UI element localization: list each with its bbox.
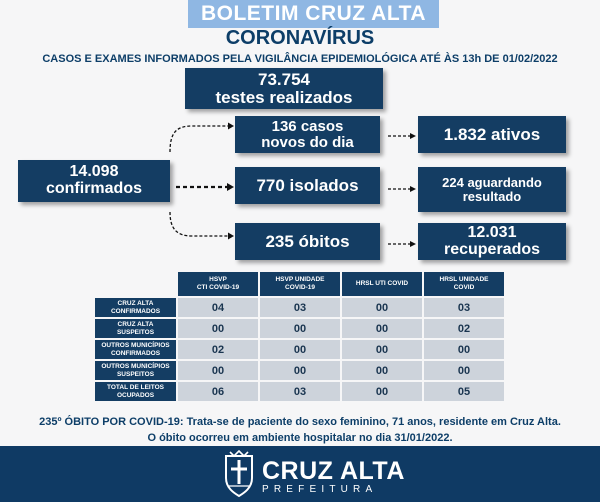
connector-to-novos (170, 126, 229, 152)
row-header-line: CRUZ ALTA (117, 300, 154, 308)
table-row (95, 361, 504, 380)
table-cell: 04 (178, 298, 258, 317)
active-text: 1.832 ativos (443, 124, 541, 144)
recovered-value: 12.031 (467, 223, 517, 241)
column-header (424, 272, 504, 296)
table-cell: 00 (260, 340, 340, 359)
table-cell: 00 (342, 319, 422, 338)
active-box (418, 116, 566, 153)
table-cell: 00 (424, 361, 504, 380)
page-subtitle: CASOS E EXAMES INFORMADOS PELA VIGILÂNCIA EPIDEMIOLÓGICA ATÉ ÀS 13h DE 01/02/2022 (42, 53, 558, 65)
awaiting-box (418, 167, 566, 212)
column-header (260, 272, 340, 296)
bulletin-banner: BOLETIM CRUZ ALTA (188, 0, 439, 28)
row-header-line: CONFIRMADOS (110, 349, 161, 357)
table-cell: 00 (342, 382, 422, 401)
isolated-box (235, 167, 380, 204)
new-cases-line2: novos do dia (261, 133, 354, 151)
column-header-line2: CTI COVID-19 (196, 284, 240, 291)
page-title: CORONAVÍRUS (225, 27, 375, 49)
isolated-text: 770 isolados (256, 175, 359, 195)
column-header (342, 272, 422, 296)
table-cell: 00 (178, 319, 258, 338)
death-note (0, 414, 600, 446)
table-cell: 02 (424, 319, 504, 338)
confirmed-box (18, 160, 170, 202)
row-header-line: OUTROS MUNICÍPIOS (101, 342, 170, 350)
table-row (95, 319, 504, 338)
column-header-line1: HSVP UNIDADE (275, 276, 325, 284)
row-header (95, 298, 176, 317)
table-cell: 03 (260, 298, 340, 317)
table-cell: 02 (178, 340, 258, 359)
recovered-box (418, 223, 566, 260)
new-cases-box (235, 116, 380, 153)
row-header-line: TOTAL DE LEITOS (107, 384, 164, 392)
table-cell: 05 (424, 382, 504, 401)
row-header-line: CRUZ ALTA (117, 321, 154, 329)
table-cell: 03 (424, 298, 504, 317)
row-header-line: CONFIRMADOS (110, 307, 161, 315)
connector-to-obitos (170, 212, 229, 236)
death-note-line2: O óbito ocorreu em ambiente hospitalar no dia 31/01/2022. (147, 432, 453, 444)
awaiting-line2: resultado (462, 188, 522, 204)
row-header-line: OCUPADOS (116, 391, 155, 399)
row-header (95, 361, 176, 380)
row-header-line: SUSPEITOS (116, 328, 155, 336)
column-header-line1: HSVP (209, 276, 227, 284)
table-row (95, 298, 504, 317)
tests-box (185, 68, 383, 109)
table-cell: 00 (342, 298, 422, 317)
row-header (95, 319, 176, 338)
deaths-box (235, 223, 380, 260)
table-cell: 00 (260, 319, 340, 338)
table-cell: 00 (342, 340, 422, 359)
table-row (95, 340, 504, 359)
confirmed-value: 14.098 (69, 163, 119, 181)
row-header (95, 340, 176, 359)
tests-label: testes realizados (215, 87, 353, 107)
column-header-line2: COVID-19 (285, 284, 315, 291)
table-header-row (95, 272, 504, 296)
table-cell: 00 (424, 340, 504, 359)
footer-brand: CRUZ ALTA (262, 457, 405, 485)
table-cell: 00 (342, 361, 422, 380)
table-cell: 03 (260, 382, 340, 401)
tests-value: 73.754 (258, 69, 310, 89)
table-corner (95, 272, 176, 296)
footer-subbrand: PREFEITURA (262, 484, 378, 495)
city-crest-icon (222, 450, 256, 498)
deaths-text: 235 óbitos (265, 231, 350, 251)
column-header-line1: HRSL UNIDADE (439, 276, 489, 284)
row-header-line: SUSPEITOS (116, 370, 155, 378)
table-cell: 06 (178, 382, 258, 401)
table-cell: 00 (178, 361, 258, 380)
death-note-line1: 235º ÓBITO POR COVID-19: Trata-se de paciente do sexo feminino, 71 anos, residente em Cruz Alta. (39, 416, 561, 428)
recovered-label: recuperados (443, 240, 541, 258)
column-header (178, 272, 258, 296)
row-header (95, 382, 176, 401)
column-header-line1: HRSL UTI COVID (355, 280, 409, 288)
column-header-line2: COVID (453, 284, 475, 291)
new-cases-line1: 136 casos (271, 117, 344, 135)
row-header-line: OUTROS MUNICÍPIOS (101, 363, 170, 371)
awaiting-line1: 224 aguardando (442, 174, 542, 190)
table-row (95, 382, 504, 401)
hospital-beds-table (93, 270, 506, 403)
table-cell: 00 (260, 361, 340, 380)
confirmed-label: confirmados (45, 180, 142, 197)
